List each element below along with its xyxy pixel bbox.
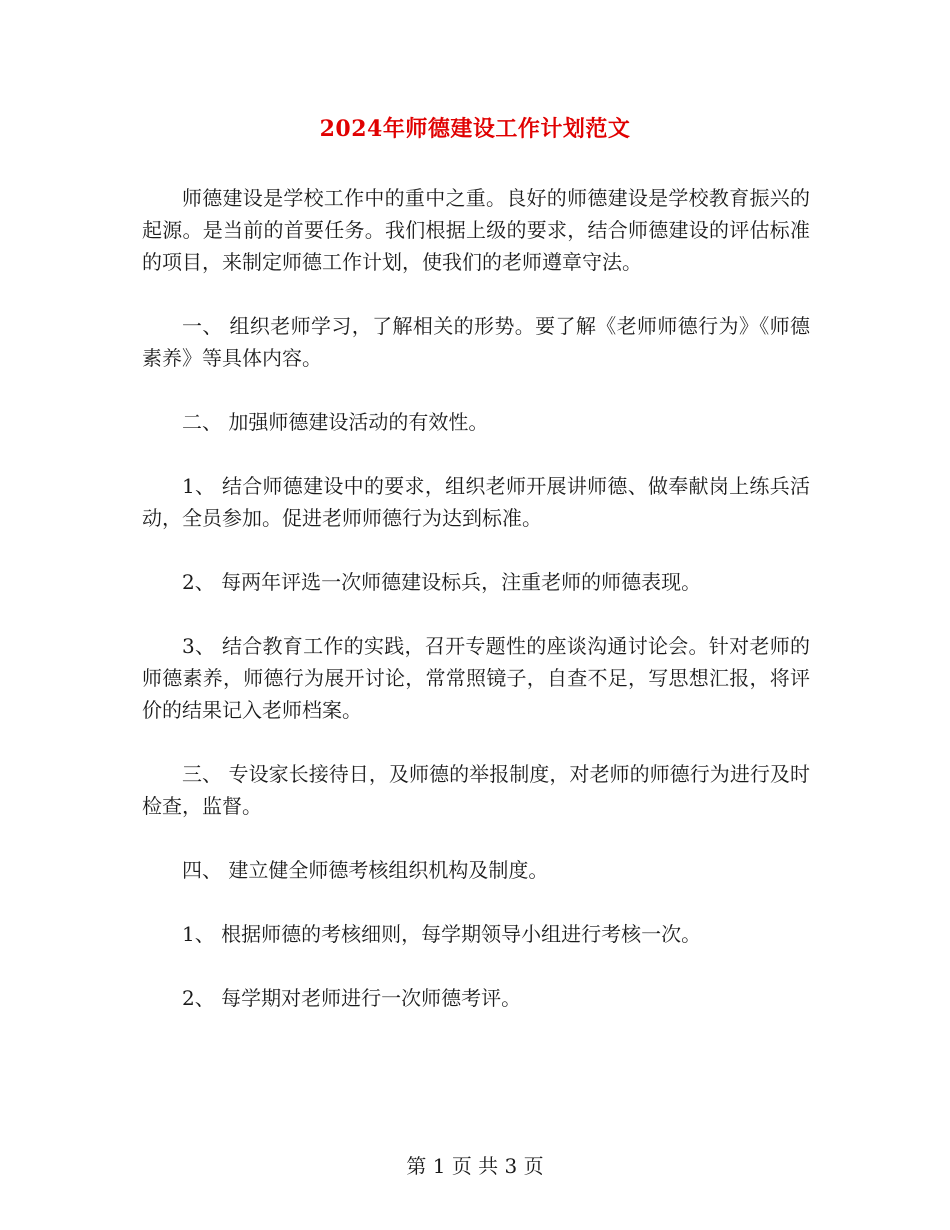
document-title: 2024年师德建设工作计划范文 [319,116,631,142]
paragraph-section-2: 二、 加强师德建设活动的有效性。 [182,410,489,434]
paragraph-item-4-1: 1、 根据师德的考核细则，每学期领导小组进行考核一次。 [182,922,702,946]
page-footer: 第 1 页 共 3 页 [406,1154,544,1178]
paragraph-section-4: 四、 建立健全师德考核组织机构及制度。 [182,858,549,882]
paragraph-item-2-2: 2、 每两年评选一次师德建设标兵，注重老师的师德表现。 [182,570,702,594]
paragraph-section-3: 三、 专设家长接待日，及师德的举报制度，对老师的师德行为进行及时检查，监督。 [142,762,810,818]
paragraph-section-1: 一、 组织老师学习，了解相关的形势。要了解《老师师德行为》《师德素养》等具体内容。 [142,314,810,370]
paragraph-item-4-2: 2、 每学期对老师进行一次师德考评。 [182,986,522,1010]
paragraph-item-2-1: 1、 结合师德建设中的要求，组织老师开展讲师德、做奉献岗上练兵活动，全员参加。促进老师师德行为达到标准。 [142,474,810,530]
paragraph-item-2-3: 3、 结合教育工作的实践，召开专题性的座谈沟通讨论会。针对老师的师德素养，师德行为展开讨论，常常照镜子，自查不足，写思想汇报，将评价的结果记入老师档案。 [142,634,810,722]
paragraph-intro: 师德建设是学校工作中的重中之重。良好的师德建设是学校教育振兴的起源。是当前的首要任务。我们根据上级的要求，结合师德建设的评估标准的项目，来制定师德工作计划，使我们的老师遵章守法。 [142,186,810,274]
document-body [142,182,810,1046]
